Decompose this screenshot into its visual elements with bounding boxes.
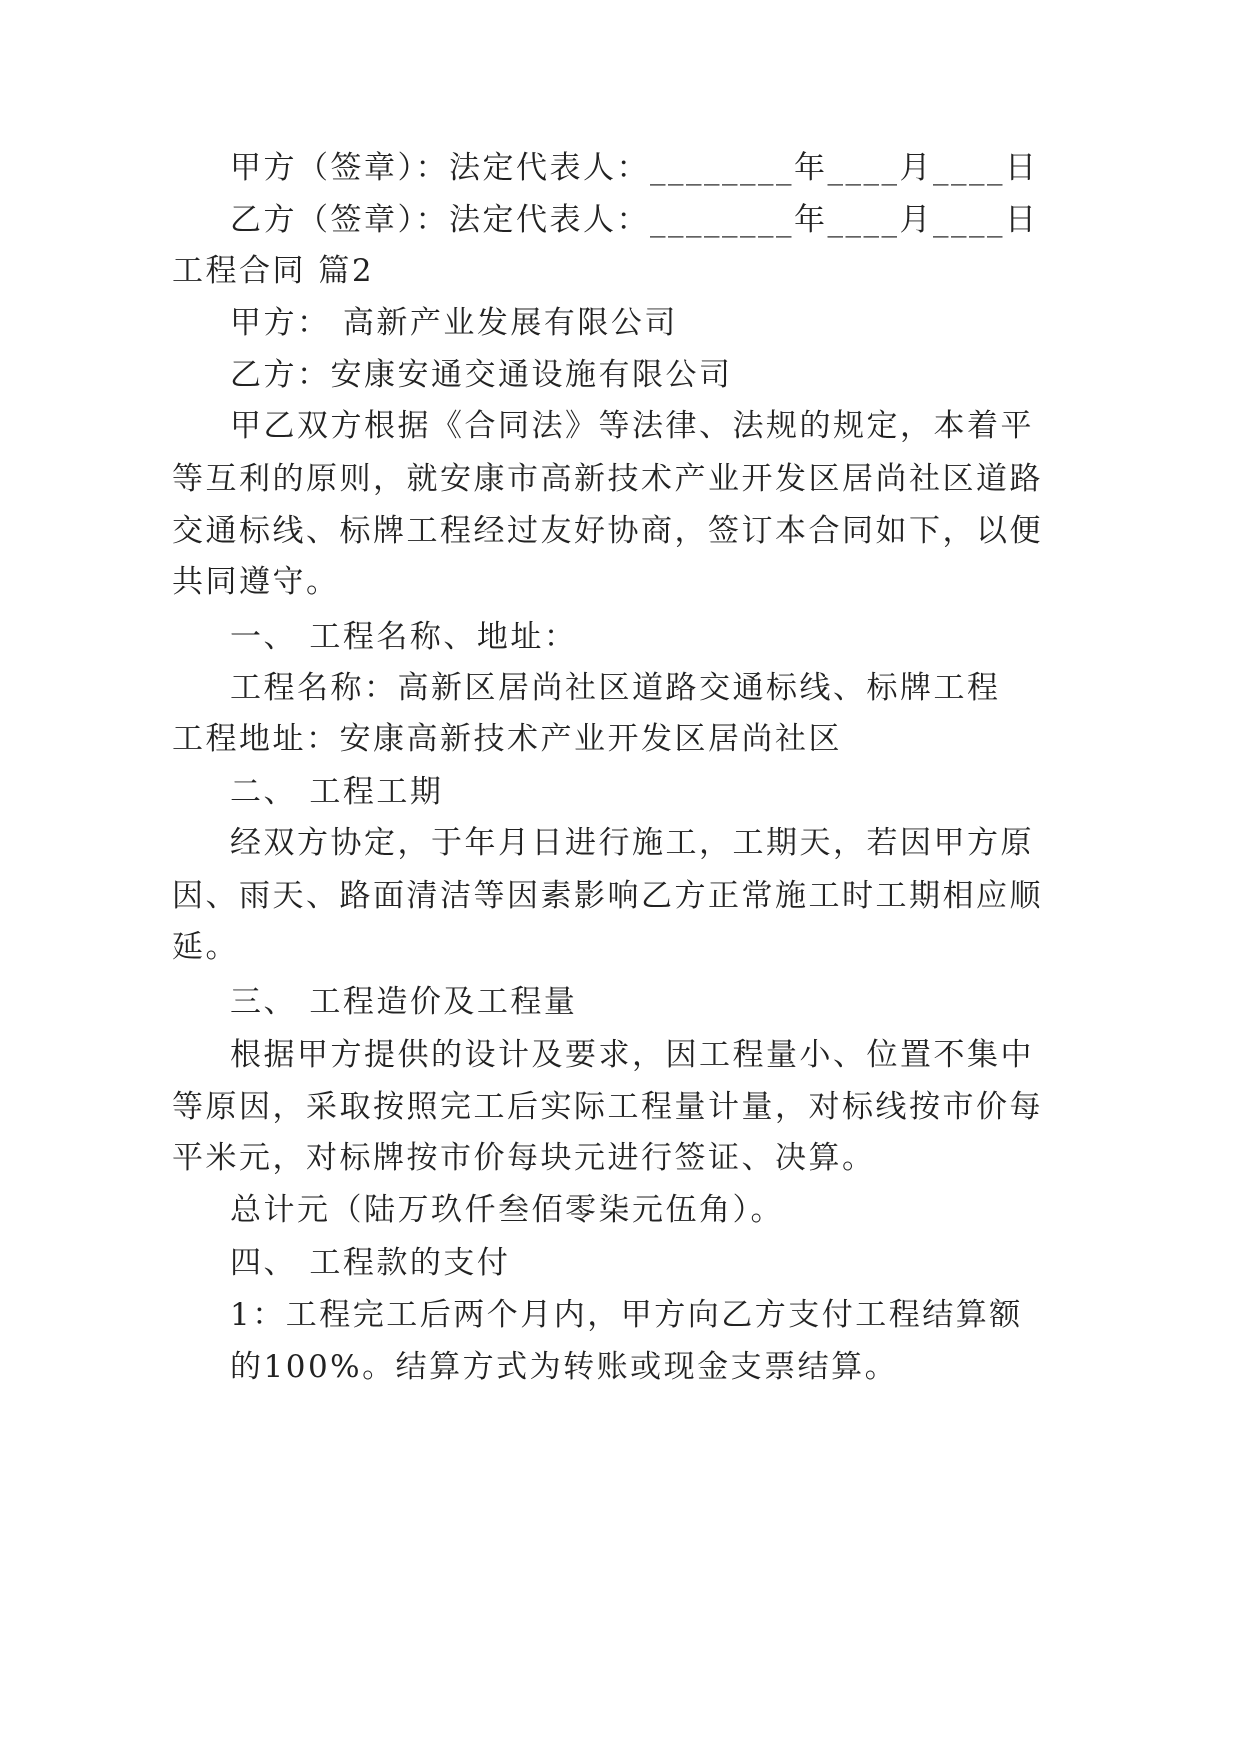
party-a-line: 甲方： 高新产业发展有限公司 xyxy=(230,305,678,341)
section-heading: 工程合同 篇2 xyxy=(172,253,375,289)
schedule-paragraph-line: 因、雨天、路面清洁等因素影响乙方正常施工时工期相应顺 xyxy=(172,878,1043,914)
price-paragraph-line: 等原因，采取按照完工后实际工程量计量，对标线按市价每 xyxy=(172,1089,1043,1125)
signature-line-party-a: 甲方（签章）：法定代表人：________年____月____日 xyxy=(230,150,1039,186)
price-paragraph-line: 根据甲方提供的设计及要求，因工程量小、位置不集中 xyxy=(230,1037,1034,1073)
project-name-line: 工程名称：高新区居尚社区道路交通标线、标牌工程 xyxy=(230,670,1001,706)
intro-paragraph-line: 共同遵守。 xyxy=(172,564,340,600)
intro-paragraph-line: 甲乙双方根据《合同法》等法律、法规的规定，本着平 xyxy=(230,408,1034,444)
clause-4-heading: 四、 工程款的支付 xyxy=(230,1245,511,1281)
payment-paragraph-line: 的100%。结算方式为转账或现金支票结算。 xyxy=(230,1349,899,1385)
schedule-paragraph-line: 经双方协定，于年月日进行施工，工期天，若因甲方原 xyxy=(230,825,1034,861)
intro-paragraph-line: 交通标线、标牌工程经过友好协商，签订本合同如下，以便 xyxy=(172,513,1043,549)
payment-paragraph-line: 1：工程完工后两个月内，甲方向乙方支付工程结算额 xyxy=(230,1297,1023,1333)
clause-2-heading: 二、 工程工期 xyxy=(230,774,444,810)
clause-1-heading: 一、 工程名称、地址： xyxy=(230,619,578,655)
signature-line-party-b: 乙方（签章）：法定代表人：________年____月____日 xyxy=(230,202,1039,238)
price-paragraph-line: 平米元，对标牌按市价每块元进行签证、决算。 xyxy=(172,1140,876,1176)
intro-paragraph-line: 等互利的原则，就安康市高新技术产业开发区居尚社区道路 xyxy=(172,461,1043,497)
party-b-line: 乙方：安康安通交通设施有限公司 xyxy=(230,357,733,393)
project-address-line: 工程地址：安康高新技术产业开发区居尚社区 xyxy=(172,721,842,757)
clause-3-heading: 三、 工程造价及工程量 xyxy=(230,984,578,1020)
schedule-paragraph-line: 延。 xyxy=(172,929,239,965)
total-amount-line: 总计元（陆万玖仟叁佰零柒元伍角）。 xyxy=(230,1192,784,1228)
